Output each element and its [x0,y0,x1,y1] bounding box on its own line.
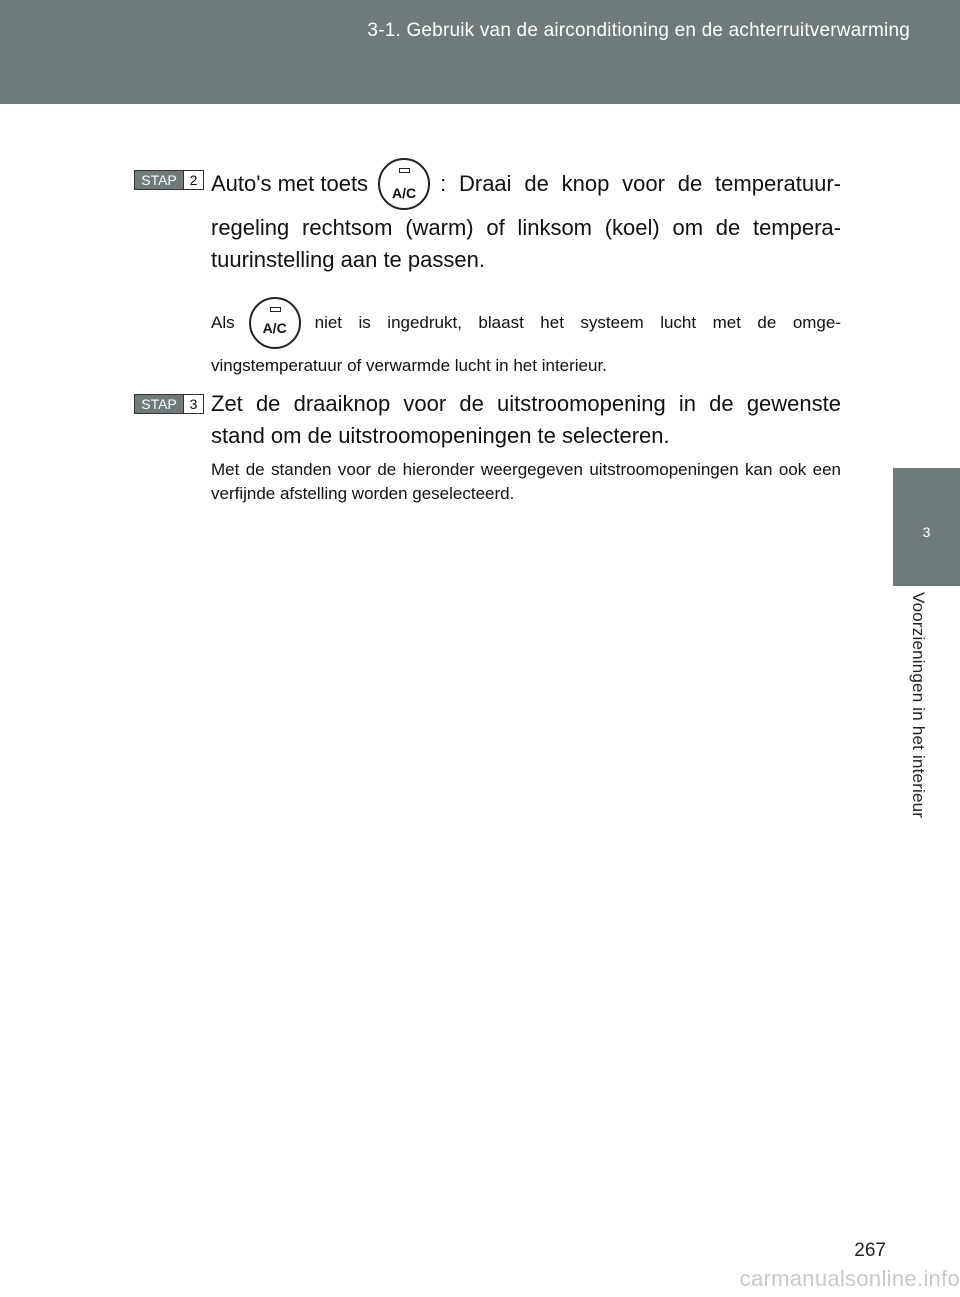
chapter-title: 3-1. Gebruik van de airconditioning en de achterruitverwarming [367,20,910,41]
ac-button-label: A/C [392,185,417,201]
ac-button-icon [249,297,301,349]
step-2-note-line-1 [211,296,841,350]
step-badge-number: 2 [183,171,203,189]
step-badge-2 [134,170,204,190]
step-3-text: Zet de draaiknop voor de uitstroomopening in de gewenste stand om de uitstroomopeningen te selecteren. [211,391,841,448]
step-2-text-after: : Draai de knop voor de temperatuur- [440,171,841,196]
step-3-note: Met de standen voor de hieronder weergegeven uitstroomopeningen kan ook een verfijnde afstelling worden geselecteerd. [211,460,841,503]
chapter-side-label: Voorzieningen in het interieur [909,592,928,819]
step-2-note-after: niet is ingedrukt, blaast het systeem lucht met de omge- [314,313,841,332]
ac-indicator-icon [270,307,281,312]
page-number: 267 [854,1240,886,1261]
chapter-tab [893,468,960,586]
ac-button-icon [378,158,430,210]
step-2-text-before: Auto's met toets [211,171,369,196]
page-header [0,0,960,104]
step-badge-number: 3 [183,395,203,413]
ac-indicator-icon [399,168,410,173]
watermark: carmanualsonline.info [739,1266,960,1291]
ac-button-label: A/C [262,320,287,336]
step-badge-3 [134,394,204,414]
step-badge-label: STAP [135,171,183,189]
step-2-line-1 [211,162,841,206]
step-2-text-rest: regeling rechtsom (warm) of linksom (koel) om de tempera-tuurinstelling aan te passen. [211,215,841,272]
step-badge-label: STAP [135,395,183,413]
chapter-number: 3 [922,524,931,540]
step-2-note-rest: vingstemperatuur of verwarmde lucht in het interieur. [211,356,607,375]
step-2-note-before: Als [211,313,235,332]
